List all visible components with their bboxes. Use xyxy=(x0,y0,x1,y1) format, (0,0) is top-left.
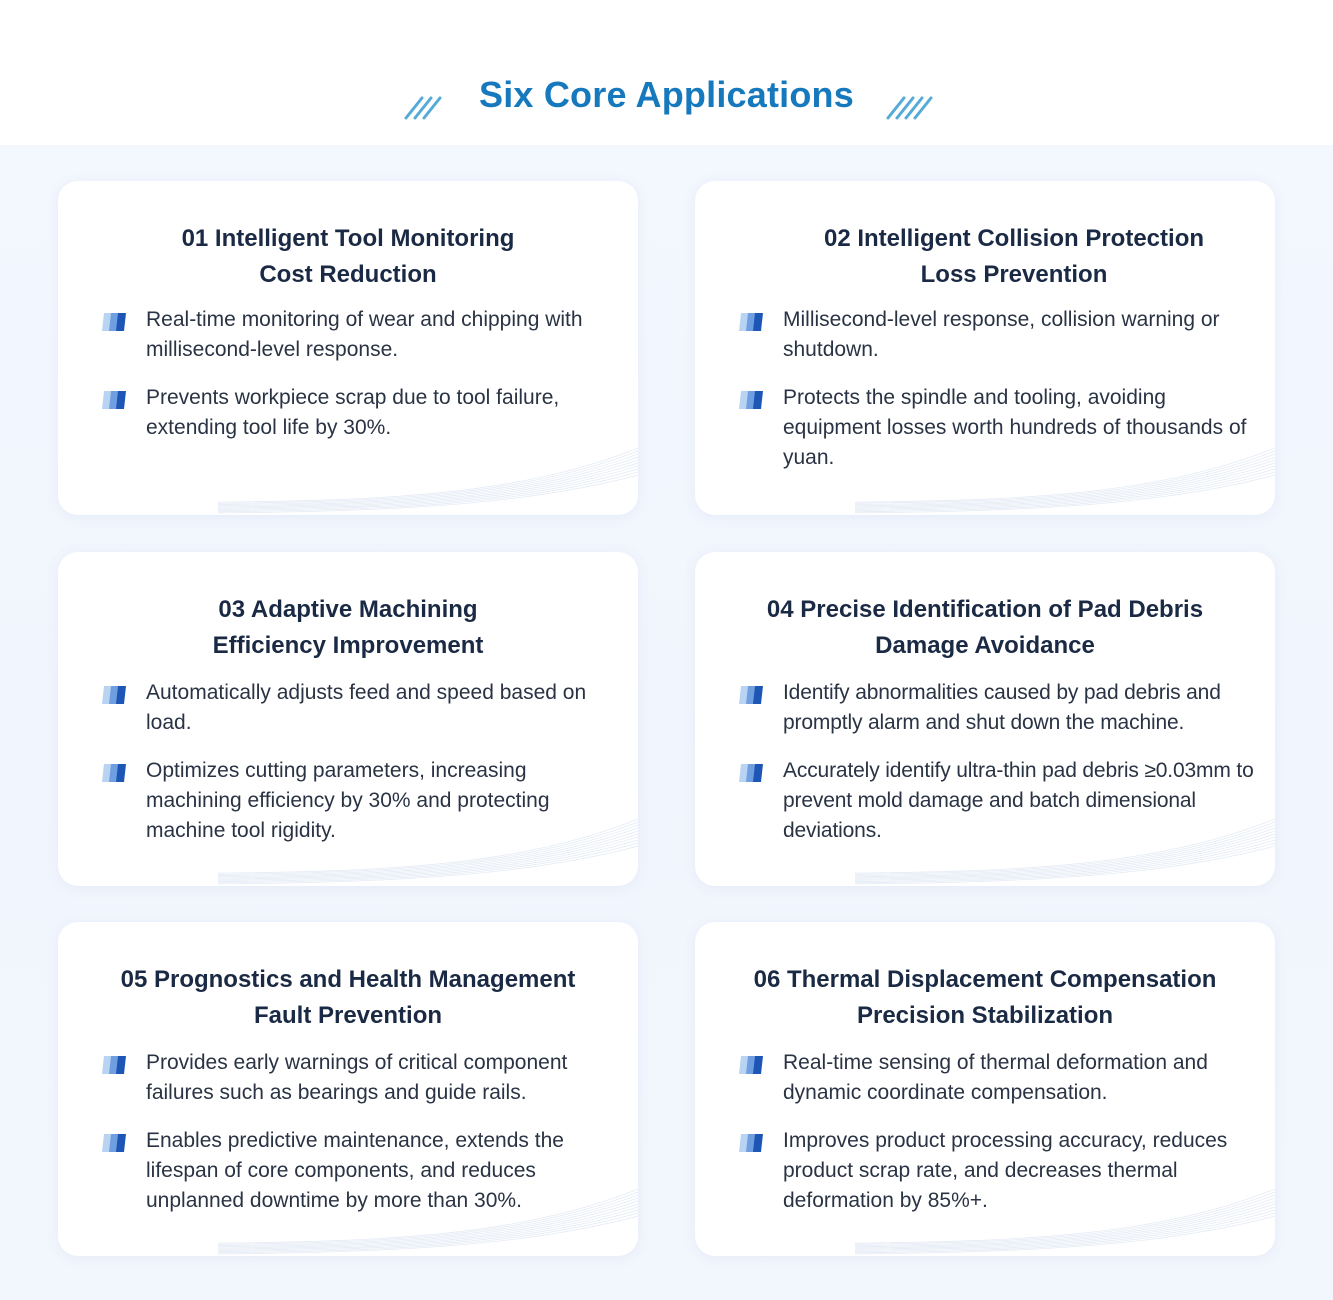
card-title xyxy=(58,592,638,664)
list-item xyxy=(735,305,1255,365)
bullet-stripes-icon xyxy=(100,762,128,784)
bullet-list xyxy=(735,305,1255,491)
application-card xyxy=(695,922,1275,1256)
card-title-line: 02 Intelligent Collision Protection xyxy=(823,225,1205,252)
card-subtitle-line: Loss Prevention xyxy=(920,261,1108,288)
card-title xyxy=(695,221,1275,293)
bullet-stripes-icon xyxy=(100,311,128,333)
list-item xyxy=(98,756,618,846)
bullet-stripes-icon xyxy=(737,762,765,784)
card-title-line: 03 Adaptive Machining xyxy=(218,596,478,623)
list-item xyxy=(735,1048,1255,1108)
card-title-line: 01 Intelligent Tool Monitoring xyxy=(181,225,515,252)
card-title xyxy=(58,221,638,293)
bullet-text: Accurately identify ultra-thin pad debris ≥0.03mm to prevent mold damage and batch dimensional deviations. xyxy=(783,759,1254,842)
card-title-line: 06 Thermal Displacement Compensation xyxy=(753,966,1217,993)
bullet-text: Identify abnormalities caused by pad debris and promptly alarm and shut down the machine. xyxy=(783,681,1221,734)
bullet-stripes-icon xyxy=(737,389,765,411)
application-card xyxy=(695,181,1275,515)
list-item xyxy=(98,305,618,365)
card-title xyxy=(695,592,1275,664)
list-item xyxy=(735,1126,1255,1216)
card-subtitle-line: Cost Reduction xyxy=(259,261,437,288)
application-card xyxy=(58,552,638,886)
card-title xyxy=(695,962,1275,1034)
bullet-text: Prevents workpiece scrap due to tool failure, extending tool life by 30%. xyxy=(146,386,560,439)
bullet-list xyxy=(735,678,1255,864)
bullet-text: Enables predictive maintenance, extends the lifespan of core components, and reduces unplanned downtime by more than 30%. xyxy=(146,1129,564,1212)
list-item xyxy=(98,1126,618,1216)
bullet-stripes-icon xyxy=(737,311,765,333)
header xyxy=(0,0,1333,145)
bullet-stripes-icon xyxy=(100,1054,128,1076)
slash-decoration-icon xyxy=(882,96,938,120)
bullet-stripes-icon xyxy=(100,684,128,706)
bullet-text: Optimizes cutting parameters, increasing machining efficiency by 30% and protecting machine tool rigidity. xyxy=(146,759,550,842)
bullet-text: Automatically adjusts feed and speed based on load. xyxy=(146,681,587,734)
list-item xyxy=(735,383,1255,473)
card-subtitle-line: Efficiency Improvement xyxy=(212,632,484,659)
card-title xyxy=(58,962,638,1034)
application-card xyxy=(58,922,638,1256)
list-item xyxy=(735,756,1255,846)
page-title: Six Core Applications xyxy=(479,74,854,115)
bullet-text: Millisecond-level response, collision warning or shutdown. xyxy=(783,308,1220,361)
card-subtitle-line: Fault Prevention xyxy=(253,1002,443,1029)
bullet-stripes-icon xyxy=(737,1054,765,1076)
bullet-list xyxy=(98,1048,618,1234)
list-item xyxy=(98,383,618,443)
bullet-list xyxy=(98,678,618,864)
bullet-text: Improves product processing accuracy, reduces product scrap rate, and decreases thermal deformation by 85%+. xyxy=(783,1129,1228,1212)
application-card xyxy=(695,552,1275,886)
bullet-stripes-icon xyxy=(100,1132,128,1154)
list-item xyxy=(98,678,618,738)
card-title-line: 04 Precise Identification of Pad Debris xyxy=(766,596,1204,623)
list-item xyxy=(98,1048,618,1108)
bullet-stripes-icon xyxy=(100,389,128,411)
application-card xyxy=(58,181,638,515)
bullet-text: Real-time sensing of thermal deformation and dynamic coordinate compensation. xyxy=(783,1051,1208,1104)
bullet-text: Real-time monitoring of wear and chipping with millisecond-level response. xyxy=(146,308,583,361)
card-subtitle-line: Precision Stabilization xyxy=(856,1002,1114,1029)
bullet-list xyxy=(98,305,618,461)
bullet-text: Protects the spindle and tooling, avoiding equipment losses worth hundreds of thousands of yuan. xyxy=(783,386,1247,469)
bullet-stripes-icon xyxy=(737,684,765,706)
bullet-stripes-icon xyxy=(737,1132,765,1154)
card-subtitle-line: Damage Avoidance xyxy=(875,632,1095,659)
card-title-line: 05 Prognostics and Health Management xyxy=(120,966,576,993)
bullet-list xyxy=(735,1048,1255,1234)
bullet-text: Provides early warnings of critical component failures such as bearings and guide rails. xyxy=(146,1051,568,1104)
list-item xyxy=(735,678,1255,738)
